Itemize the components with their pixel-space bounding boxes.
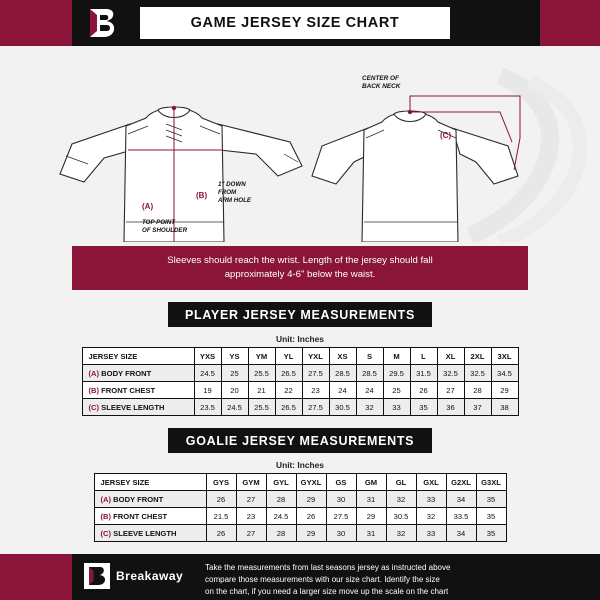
cell: 24.5 bbox=[194, 365, 221, 382]
cell: 29 bbox=[296, 491, 326, 508]
cell: 24.5 bbox=[221, 399, 248, 416]
page-title-text: GAME JERSEY SIZE CHART bbox=[190, 15, 400, 31]
label-a: (A) bbox=[142, 202, 154, 211]
cell: 27.5 bbox=[302, 399, 329, 416]
player-label-a: BODY FRONT bbox=[101, 368, 152, 378]
cell: 32 bbox=[356, 399, 383, 416]
cell: 36 bbox=[437, 399, 464, 416]
footer-accent-left bbox=[0, 554, 72, 600]
player-tag-c: (C) bbox=[88, 402, 100, 412]
player-col-s: S bbox=[356, 348, 383, 365]
cell: 29 bbox=[296, 525, 326, 542]
svg-text:TOP POINT: TOP POINT bbox=[142, 219, 176, 226]
breakaway-b-logo-icon bbox=[84, 563, 110, 589]
cell: 31 bbox=[356, 491, 386, 508]
cell: 22 bbox=[275, 382, 302, 399]
note-line-2: approximately 4-6" below the waist. bbox=[224, 269, 376, 280]
breakaway-b-logo-icon bbox=[86, 7, 122, 39]
cell: 24.5 bbox=[266, 508, 296, 525]
cell: 35 bbox=[410, 399, 437, 416]
cell: 35 bbox=[476, 491, 506, 508]
table-row bbox=[94, 491, 506, 508]
cell: 24 bbox=[329, 382, 356, 399]
player-row-label-b bbox=[82, 382, 194, 399]
label-b: (B) bbox=[196, 191, 208, 200]
goalie-label-c: SLEEVE LENGTH bbox=[113, 528, 177, 538]
footer-brand bbox=[84, 563, 183, 589]
goalie-size-table bbox=[94, 473, 507, 542]
player-col-l: L bbox=[410, 348, 437, 365]
cell: 28 bbox=[266, 491, 296, 508]
note-line-1: Sleeves should reach the wrist. Length of the jersey should fall bbox=[167, 255, 433, 267]
cell: 31.5 bbox=[410, 365, 437, 382]
goalie-col-gxl: GXL bbox=[416, 474, 446, 491]
cell: 33.5 bbox=[446, 508, 476, 525]
cell: 28 bbox=[266, 525, 296, 542]
cell: 32.5 bbox=[464, 365, 491, 382]
cell: 29.5 bbox=[383, 365, 410, 382]
player-col-m: M bbox=[383, 348, 410, 365]
cell: 30.5 bbox=[386, 508, 416, 525]
cell: 27 bbox=[236, 491, 266, 508]
goalie-col-g3xl: G3XL bbox=[476, 474, 506, 491]
goalie-col-gyxl: GYXL bbox=[296, 474, 326, 491]
footer-brand-name: Breakaway bbox=[116, 569, 184, 583]
goalie-col-gs: GS bbox=[326, 474, 356, 491]
goalie-col-gm: GM bbox=[356, 474, 386, 491]
table-row bbox=[82, 382, 518, 399]
player-label-b: FRONT CHEST bbox=[101, 385, 156, 395]
cell: 25 bbox=[383, 382, 410, 399]
page-title bbox=[140, 7, 450, 39]
header-accent-left bbox=[0, 0, 72, 46]
label-c: (C) bbox=[440, 131, 452, 140]
footer-instructions bbox=[205, 562, 588, 598]
goalie-tag-a: (A) bbox=[100, 494, 112, 504]
cell: 25 bbox=[221, 365, 248, 382]
table-row bbox=[94, 508, 506, 525]
cell: 26 bbox=[206, 491, 236, 508]
table-row bbox=[82, 365, 518, 382]
cell: 34.5 bbox=[491, 365, 518, 382]
player-row-label-c bbox=[82, 399, 194, 416]
player-unit-label: Unit: Inches bbox=[276, 334, 324, 344]
cell: 34 bbox=[446, 525, 476, 542]
svg-text:1" DOWN: 1" DOWN bbox=[218, 181, 246, 188]
jersey-diagram-svg bbox=[0, 46, 600, 242]
cell: 32 bbox=[386, 525, 416, 542]
goalie-row-label-c bbox=[94, 525, 206, 542]
cell: 32 bbox=[416, 508, 446, 525]
footer-line-3: on the chart, if you need a larger size move up the scale on the chart bbox=[205, 587, 449, 596]
goalie-col-g2xl: G2XL bbox=[446, 474, 476, 491]
player-tag-a: (A) bbox=[88, 368, 100, 378]
goalie-tag-b: (B) bbox=[100, 511, 112, 521]
player-col-2xl: 2XL bbox=[464, 348, 491, 365]
table-row bbox=[94, 525, 506, 542]
goalie-col-gl: GL bbox=[386, 474, 416, 491]
cell: 27 bbox=[236, 525, 266, 542]
cell: 23 bbox=[302, 382, 329, 399]
footer-line-2: compare those measurements with our size chart. Identify the size bbox=[205, 575, 440, 584]
svg-text:CENTER OF: CENTER OF bbox=[362, 75, 399, 82]
player-tag-b: (B) bbox=[88, 385, 100, 395]
player-col-xl: XL bbox=[437, 348, 464, 365]
cell: 20 bbox=[221, 382, 248, 399]
player-col-xs: XS bbox=[329, 348, 356, 365]
cell: 21.5 bbox=[206, 508, 236, 525]
goalie-col-gym: GYM bbox=[236, 474, 266, 491]
player-col-3xl: 3XL bbox=[491, 348, 518, 365]
cell: 35 bbox=[476, 508, 506, 525]
cell: 30 bbox=[326, 525, 356, 542]
cell: 33 bbox=[383, 399, 410, 416]
cell: 31 bbox=[356, 525, 386, 542]
goalie-label-b: FRONT CHEST bbox=[113, 511, 168, 521]
page-footer bbox=[0, 554, 600, 600]
goalie-label-a: BODY FRONT bbox=[113, 494, 164, 504]
cell: 25.5 bbox=[248, 365, 275, 382]
cell: 19 bbox=[194, 382, 221, 399]
player-section-heading: PLAYER JERSEY MEASUREMENTS bbox=[168, 302, 432, 327]
page-header bbox=[0, 0, 600, 46]
cell: 29 bbox=[491, 382, 518, 399]
cell: 28.5 bbox=[356, 365, 383, 382]
cell: 30 bbox=[326, 491, 356, 508]
footer-line-1: Take the measurements from last seasons jersey as instructed above bbox=[205, 563, 451, 572]
cell: 21 bbox=[248, 382, 275, 399]
goalie-col-gys: GYS bbox=[206, 474, 236, 491]
header-accent-right bbox=[540, 0, 600, 46]
cell: 38 bbox=[491, 399, 518, 416]
cell: 23 bbox=[236, 508, 266, 525]
cell: 30.5 bbox=[329, 399, 356, 416]
svg-text:ARM HOLE: ARM HOLE bbox=[218, 197, 251, 204]
cell: 27.5 bbox=[302, 365, 329, 382]
goalie-tag-c: (C) bbox=[100, 528, 112, 538]
cell: 35 bbox=[476, 525, 506, 542]
cell: 26 bbox=[296, 508, 326, 525]
cell: 25.5 bbox=[248, 399, 275, 416]
cell: 28.5 bbox=[329, 365, 356, 382]
table-header-row bbox=[94, 474, 506, 491]
cell: 33 bbox=[416, 525, 446, 542]
goalie-col-gyl: GYL bbox=[266, 474, 296, 491]
player-col-yl: YL bbox=[275, 348, 302, 365]
cell: 26 bbox=[410, 382, 437, 399]
player-col-yxl: YXL bbox=[302, 348, 329, 365]
player-col-ym: YM bbox=[248, 348, 275, 365]
cell: 27 bbox=[437, 382, 464, 399]
player-col-yxs: YXS bbox=[194, 348, 221, 365]
table-header-row bbox=[82, 348, 518, 365]
player-size-table bbox=[82, 347, 519, 416]
cell: 27.5 bbox=[326, 508, 356, 525]
cell: 24 bbox=[356, 382, 383, 399]
front-jersey-drawing bbox=[60, 107, 302, 242]
svg-text:FROM: FROM bbox=[218, 189, 237, 196]
jersey-illustration bbox=[0, 46, 600, 242]
cell: 29 bbox=[356, 508, 386, 525]
svg-text:BACK NECK: BACK NECK bbox=[362, 83, 401, 90]
cell: 32.5 bbox=[437, 365, 464, 382]
goalie-row-header-label: JERSEY SIZE bbox=[94, 474, 206, 491]
player-row-label-a bbox=[82, 365, 194, 382]
cell: 37 bbox=[464, 399, 491, 416]
goalie-row-label-b bbox=[94, 508, 206, 525]
cell: 23.5 bbox=[194, 399, 221, 416]
goalie-unit-label: Unit: Inches bbox=[276, 460, 324, 470]
cell: 32 bbox=[386, 491, 416, 508]
player-row-header-label: JERSEY SIZE bbox=[82, 348, 194, 365]
cell: 28 bbox=[464, 382, 491, 399]
goalie-section-heading: GOALIE JERSEY MEASUREMENTS bbox=[168, 428, 432, 453]
svg-text:OF SHOULDER: OF SHOULDER bbox=[142, 227, 188, 234]
cell: 33 bbox=[416, 491, 446, 508]
cell: 26.5 bbox=[275, 365, 302, 382]
cell: 26 bbox=[206, 525, 236, 542]
sleeve-length-note bbox=[72, 246, 528, 290]
player-label-c: SLEEVE LENGTH bbox=[101, 402, 165, 412]
cell: 26.5 bbox=[275, 399, 302, 416]
table-row bbox=[82, 399, 518, 416]
cell: 34 bbox=[446, 491, 476, 508]
player-col-ys: YS bbox=[221, 348, 248, 365]
goalie-row-label-a bbox=[94, 491, 206, 508]
